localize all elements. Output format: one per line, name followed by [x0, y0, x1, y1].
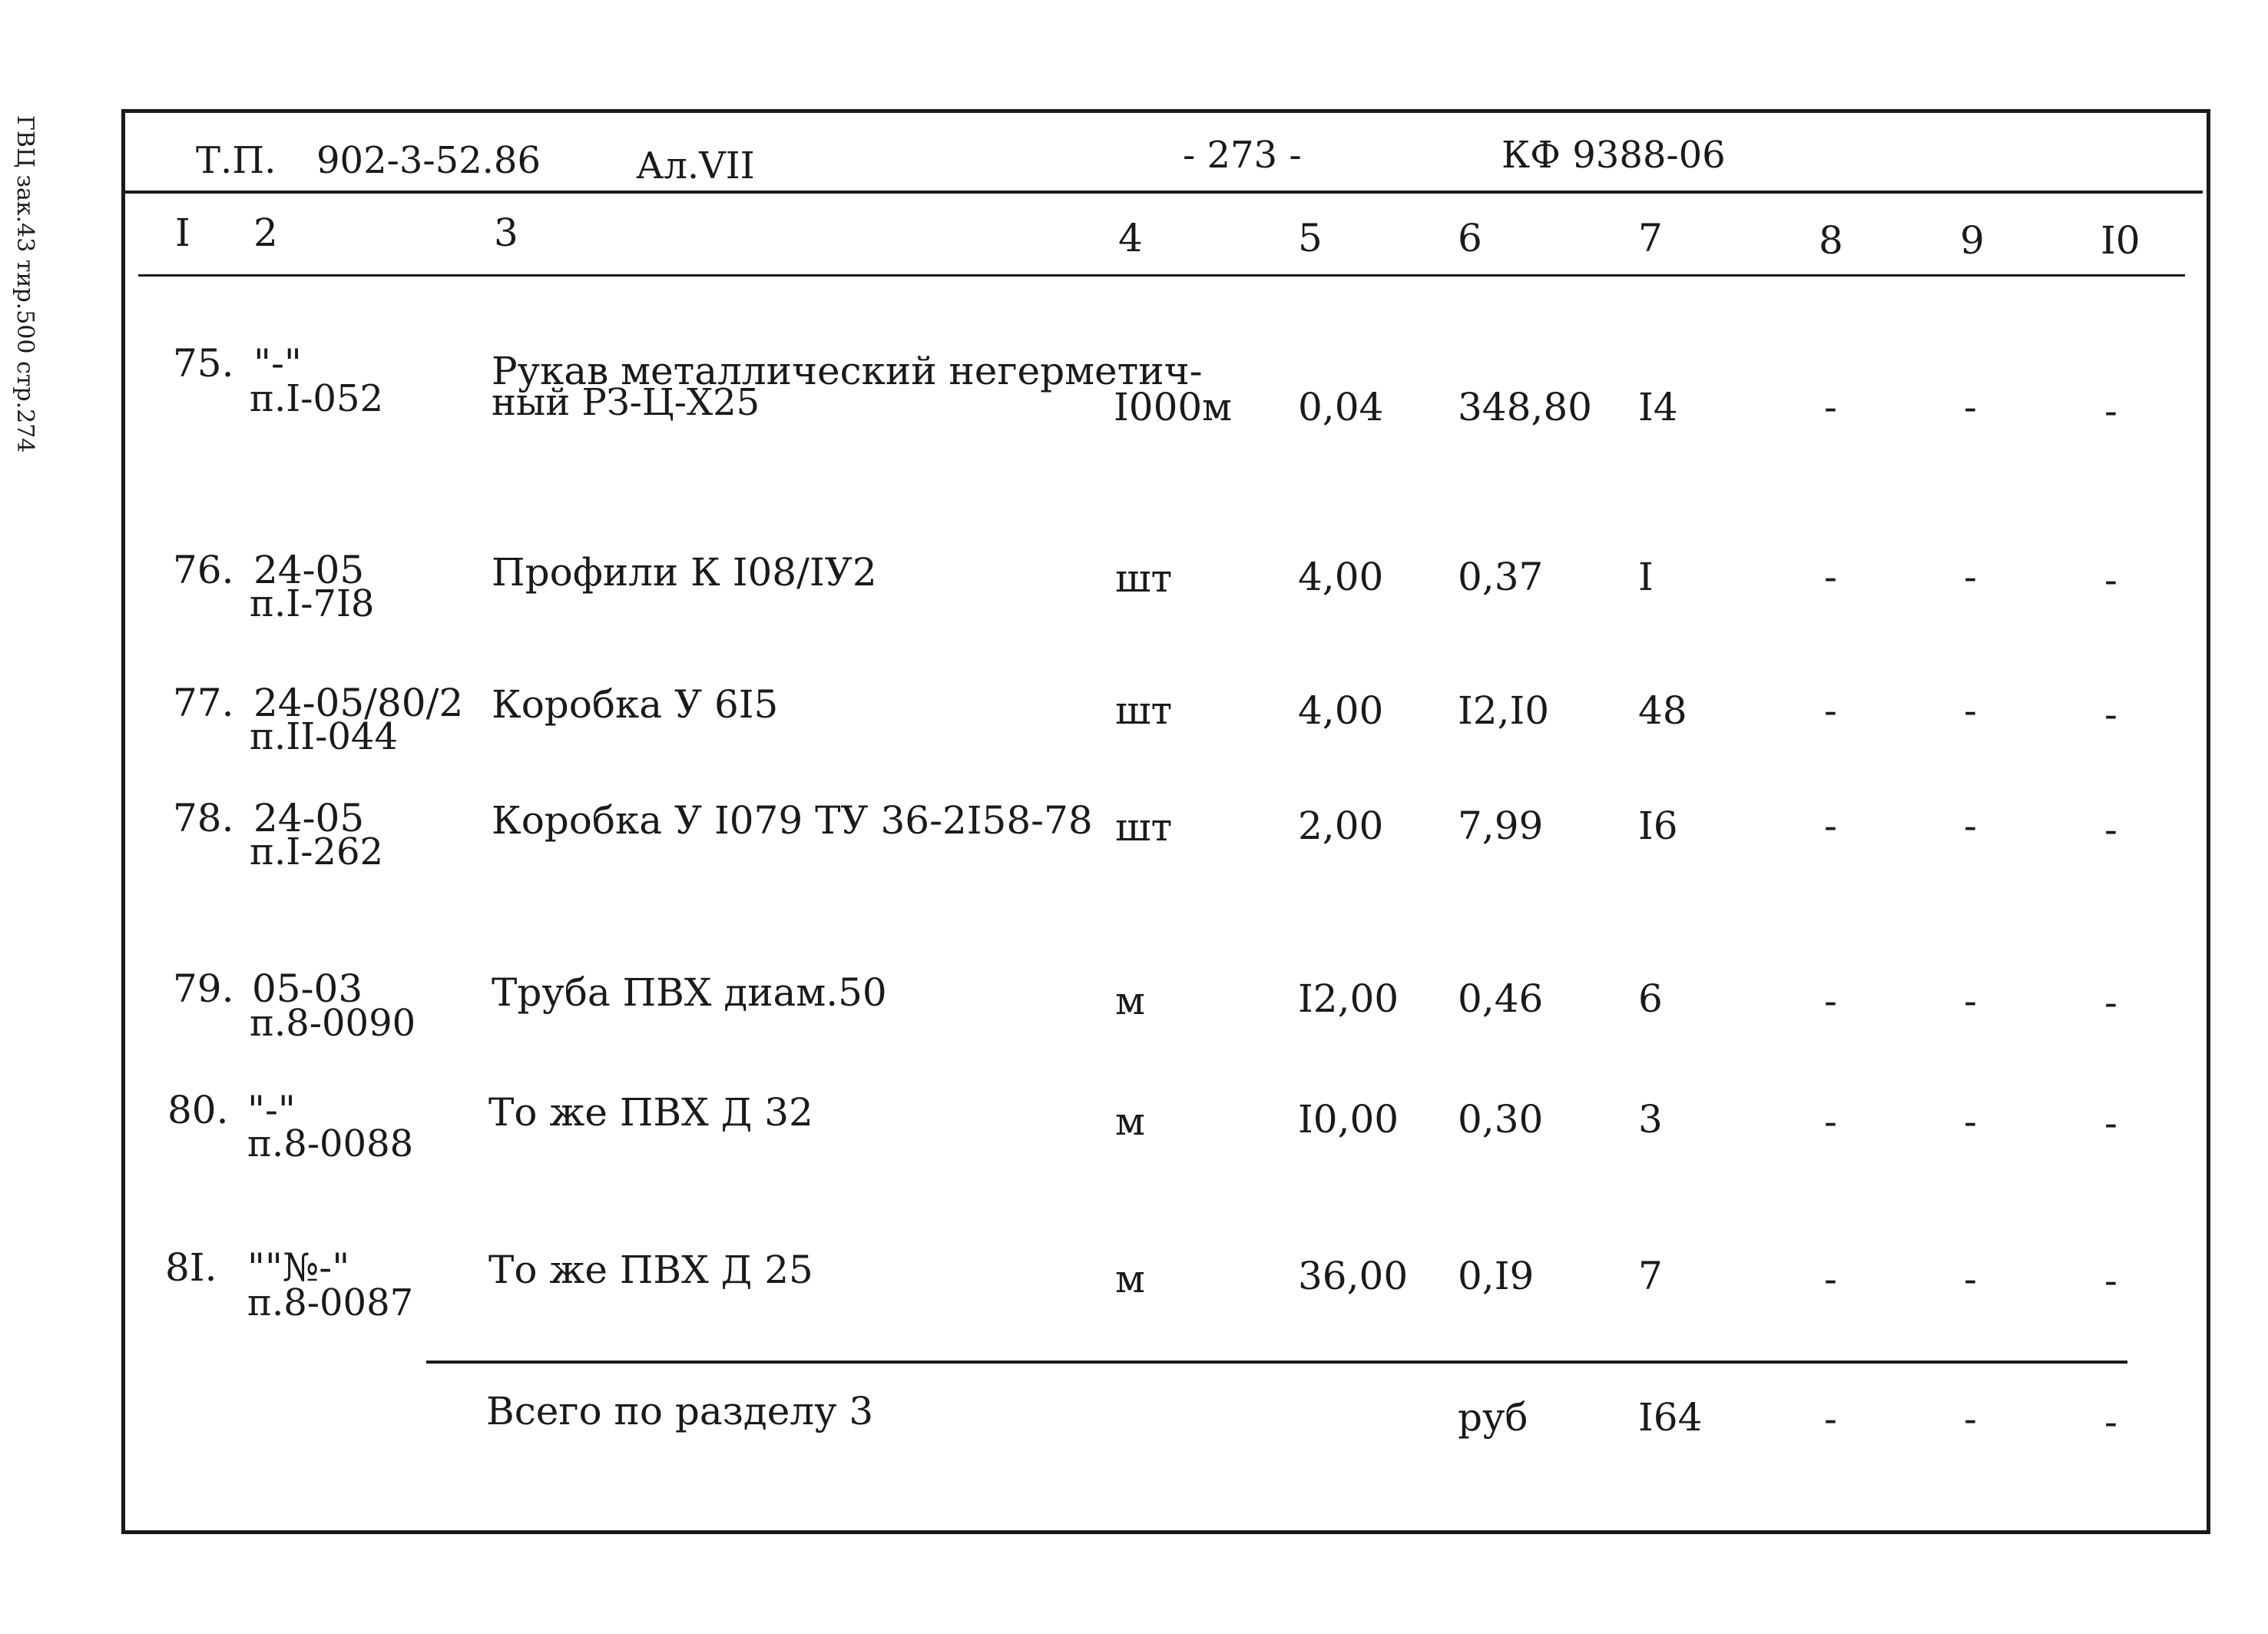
- item-name: Рукав металлический негерметич-: [492, 349, 1203, 393]
- total-cost: 6: [1638, 976, 1663, 1021]
- col8-dash: -: [1824, 385, 1837, 429]
- col8-dash: -: [1824, 804, 1837, 848]
- col10-dash: -: [2104, 980, 2117, 1025]
- total-cost: 48: [1638, 688, 1687, 733]
- page-number: - 273 -: [1183, 134, 1302, 177]
- unit-price: 0,46: [1458, 976, 1544, 1021]
- norm-clause: п.I-262: [250, 830, 384, 873]
- col10-dash: -: [2104, 1101, 2117, 1145]
- norm-clause: п.I-052: [250, 377, 384, 420]
- col10-dash: -: [2104, 558, 2117, 602]
- unit-price: 0,I9: [1458, 1254, 1535, 1298]
- quantity: 36,00: [1298, 1254, 1409, 1298]
- norm-reference: "-": [247, 1088, 296, 1132]
- quantity: 4,00: [1298, 688, 1384, 733]
- col9-dash: -: [1964, 555, 1977, 599]
- total-cost: I4: [1638, 385, 1678, 429]
- norm-reference: ""№-": [247, 1245, 350, 1290]
- unit-price: 7,99: [1458, 804, 1544, 848]
- unit: I000м: [1114, 385, 1233, 429]
- unit-price: I2,I0: [1458, 688, 1550, 733]
- column-number: 3: [494, 210, 518, 255]
- total-cost: 7: [1638, 1254, 1663, 1298]
- quantity: I0,00: [1298, 1097, 1399, 1142]
- col10-dash: -: [2104, 389, 2117, 433]
- col10-dash: -: [2104, 1400, 2117, 1444]
- column-number: I0: [2101, 218, 2141, 263]
- col9-dash: -: [1964, 385, 1977, 429]
- column-number: 9: [1960, 218, 1985, 263]
- col9-dash: -: [1964, 1257, 1977, 1301]
- norm-reference: 05-03: [252, 966, 363, 1011]
- summary-total: I64: [1638, 1395, 1703, 1440]
- item-name: То же ПВХ Д 32: [488, 1090, 813, 1135]
- total-cost: I6: [1638, 804, 1678, 848]
- archive-stamp: ГВЦ зак.43 тир.500 стр.274: [12, 115, 38, 453]
- row-number: 76.: [173, 548, 234, 592]
- quantity: 2,00: [1298, 804, 1384, 848]
- unit: м: [1115, 1099, 1145, 1144]
- column-rule: [138, 274, 2185, 277]
- unit-price: 348,80: [1458, 385, 1592, 429]
- column-number: 4: [1118, 216, 1143, 260]
- unit: м: [1115, 1257, 1145, 1301]
- row-number: 80.: [167, 1088, 229, 1132]
- norm-clause: п.II-044: [250, 715, 399, 758]
- item-name: Профили К I08/IУ2: [492, 550, 877, 595]
- album-label: Ал.VII: [636, 144, 755, 187]
- summary-label: Всего по разделу 3: [486, 1389, 874, 1433]
- document-code: КФ 9388-06: [1502, 134, 1726, 177]
- row-number: 79.: [173, 966, 234, 1011]
- column-number: I: [175, 210, 190, 255]
- quantity: 4,00: [1298, 555, 1384, 599]
- col8-dash: -: [1824, 555, 1837, 599]
- unit: шт: [1115, 805, 1173, 850]
- summary-unit: руб: [1458, 1395, 1528, 1440]
- total-cost: 3: [1638, 1097, 1663, 1142]
- column-number: 2: [253, 210, 278, 255]
- row-number: 78.: [173, 796, 234, 840]
- col9-dash: -: [1964, 979, 1977, 1023]
- row-number: 8I.: [165, 1245, 217, 1290]
- total-cost: I: [1638, 555, 1654, 599]
- col10-dash: -: [2104, 807, 2117, 852]
- unit-price: 0,30: [1458, 1097, 1544, 1142]
- col10-dash: -: [2104, 692, 2117, 737]
- header-rule: [125, 191, 2203, 194]
- tp-number: 902-3-52.86: [316, 139, 541, 182]
- column-number: 7: [1638, 216, 1663, 260]
- row-number: 77.: [173, 681, 234, 725]
- col9-dash: -: [1964, 1099, 1977, 1144]
- quantity: I2,00: [1298, 976, 1399, 1021]
- norm-reference: 24-05/80/2: [253, 681, 464, 725]
- norm-reference: 24-05: [253, 548, 365, 592]
- item-name: То же ПВХ Д 25: [488, 1248, 813, 1292]
- norm-reference: "-": [253, 341, 302, 386]
- row-number: 75.: [173, 341, 234, 386]
- col10-dash: -: [2104, 1258, 2117, 1303]
- unit: шт: [1115, 556, 1173, 601]
- norm-reference: 24-05: [253, 796, 365, 840]
- item-name: Труба ПВХ диам.50: [492, 970, 887, 1015]
- tp-label: Т.П.: [196, 139, 276, 182]
- item-name: Коробка У 6I5: [492, 682, 779, 727]
- column-number: 8: [1819, 218, 1843, 263]
- quantity: 0,04: [1298, 385, 1384, 429]
- col9-dash: -: [1964, 804, 1977, 848]
- col8-dash: -: [1824, 688, 1837, 733]
- norm-clause: п.8-0090: [250, 1002, 416, 1045]
- col8-dash: -: [1824, 1397, 1837, 1441]
- norm-clause: п.I-7I8: [250, 582, 375, 625]
- column-number: 5: [1298, 216, 1323, 260]
- col8-dash: -: [1824, 979, 1837, 1023]
- summary-rule: [426, 1361, 2127, 1364]
- item-name: Коробка У I079 ТУ 36-2I58-78: [492, 798, 1093, 843]
- norm-clause: п.8-0088: [247, 1122, 414, 1165]
- unit-price: 0,37: [1458, 555, 1544, 599]
- item-name-continued: ный РЗ-Ц-Х25: [492, 381, 760, 424]
- col9-dash: -: [1964, 688, 1977, 733]
- col8-dash: -: [1824, 1099, 1837, 1144]
- norm-clause: п.8-0087: [247, 1281, 414, 1324]
- unit: м: [1115, 979, 1145, 1023]
- col8-dash: -: [1824, 1257, 1837, 1301]
- column-number: 6: [1458, 216, 1482, 260]
- unit: шт: [1115, 688, 1173, 733]
- col9-dash: -: [1964, 1397, 1977, 1441]
